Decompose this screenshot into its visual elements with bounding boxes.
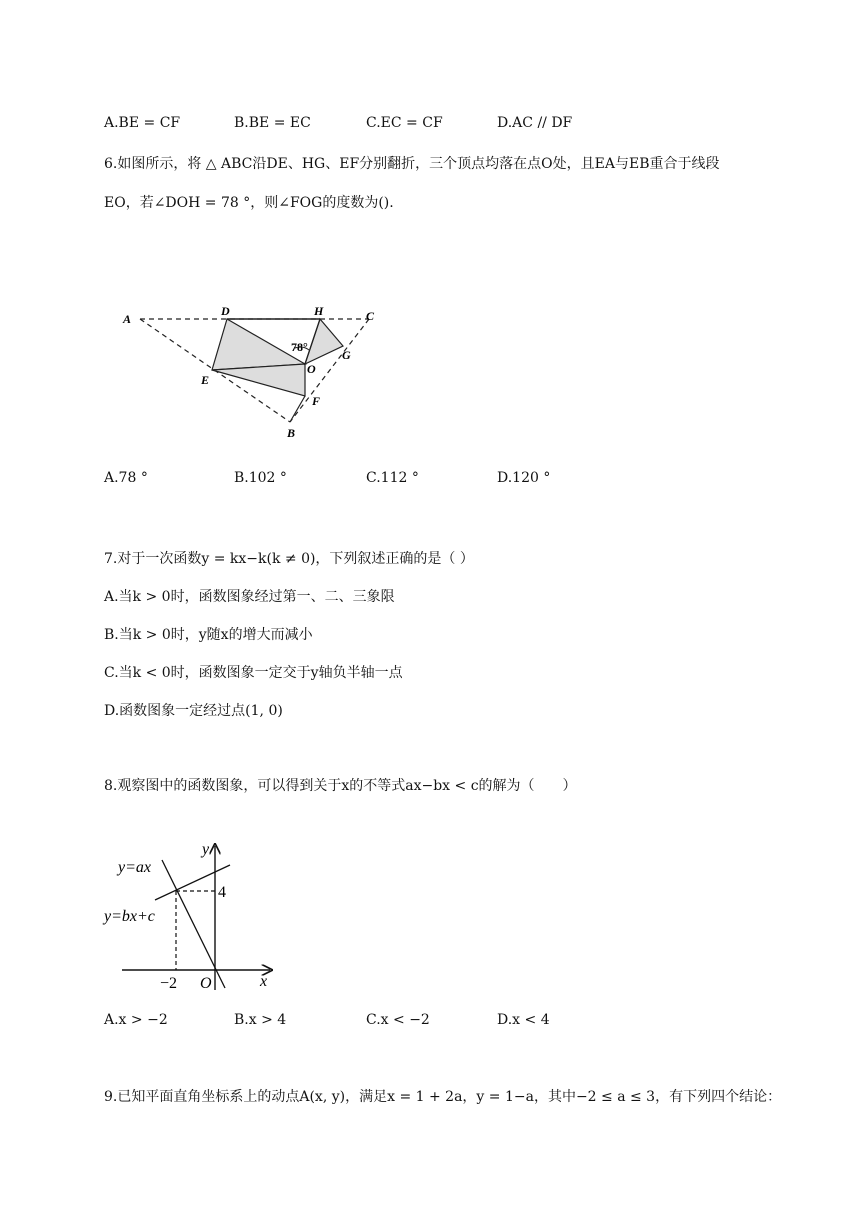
q6-option-c: C.112 ° <box>366 470 419 486</box>
fig8-y-axis-label: y <box>202 841 210 858</box>
q7-option-a: A.当k > 0时，函数图象经过第一、二、三象限 <box>104 589 395 605</box>
fig6-label-a: A <box>123 312 132 326</box>
fig6-label-o: O <box>307 362 316 376</box>
q6-option-d: D.120 ° <box>497 470 551 486</box>
q5-option-b: B.BE = EC <box>234 115 311 131</box>
fig8-label-ax: y=ax <box>118 859 151 876</box>
q8-option-a: A.x > −2 <box>104 1012 168 1028</box>
q6-figure <box>115 300 385 445</box>
fig8-x-axis-label: x <box>260 973 268 990</box>
fig8-label-bxc: y=bx+c <box>104 908 155 925</box>
fig6-angle-label: 78° <box>291 340 308 354</box>
q6-stem-line1: 6.如图所示，将 △ ABC沿DE、HG、EF分别翻折，三个顶点均落在点O处，且EA与EB重合于线段 <box>104 156 720 172</box>
q7-option-d: D.函数图象一定经过点(1, 0) <box>104 703 283 719</box>
fig6-label-c: C <box>366 309 375 323</box>
fig6-label-h: H <box>314 304 324 318</box>
q5-option-a: A.BE = CF <box>104 115 181 131</box>
q7-stem: 7.对于一次函数y = kx−k(k ≠ 0)，下列叙述正确的是（ ） <box>104 551 474 567</box>
fig6-label-g: G <box>342 348 351 362</box>
q8-option-d: D.x < 4 <box>497 1012 550 1028</box>
fig6-label-f: F <box>312 394 321 408</box>
fig6-label-e: E <box>201 373 210 387</box>
q6-option-a: A.78 ° <box>104 470 148 486</box>
q7-option-b: B.当k > 0时，y随x的增大而减小 <box>104 627 313 643</box>
q8-stem: 8.观察图中的函数图象，可以得到关于x的不等式ax−bx < c的解为（ ） <box>104 778 577 794</box>
fig6-label-b: B <box>287 426 296 440</box>
q8-figure <box>100 840 280 995</box>
q8-option-c: C.x < −2 <box>366 1012 430 1028</box>
q9-stem: 9.已知平面直角坐标系上的动点A(x, y)，满足x = 1 + 2a，y = 1−a，其中−2 ≤ a ≤ 3，有下列四个结论： <box>104 1089 782 1105</box>
fig8-origin-label: O <box>200 975 212 992</box>
q6-stem-line2: EO，若∠DOH = 78 °，则∠FOG的度数为(). <box>104 195 394 211</box>
q5-option-d: D.AC // DF <box>497 115 573 131</box>
fig8-x-tick: −2 <box>160 975 178 992</box>
q7-option-c: C.当k < 0时，函数图象一定交于y轴负半轴一点 <box>104 665 403 681</box>
fig8-y-tick: 4 <box>218 884 226 901</box>
q8-option-b: B.x > 4 <box>234 1012 287 1028</box>
q5-option-c: C.EC = CF <box>366 115 443 131</box>
q6-option-b: B.102 ° <box>234 470 287 486</box>
fig6-label-d: D <box>221 304 230 318</box>
